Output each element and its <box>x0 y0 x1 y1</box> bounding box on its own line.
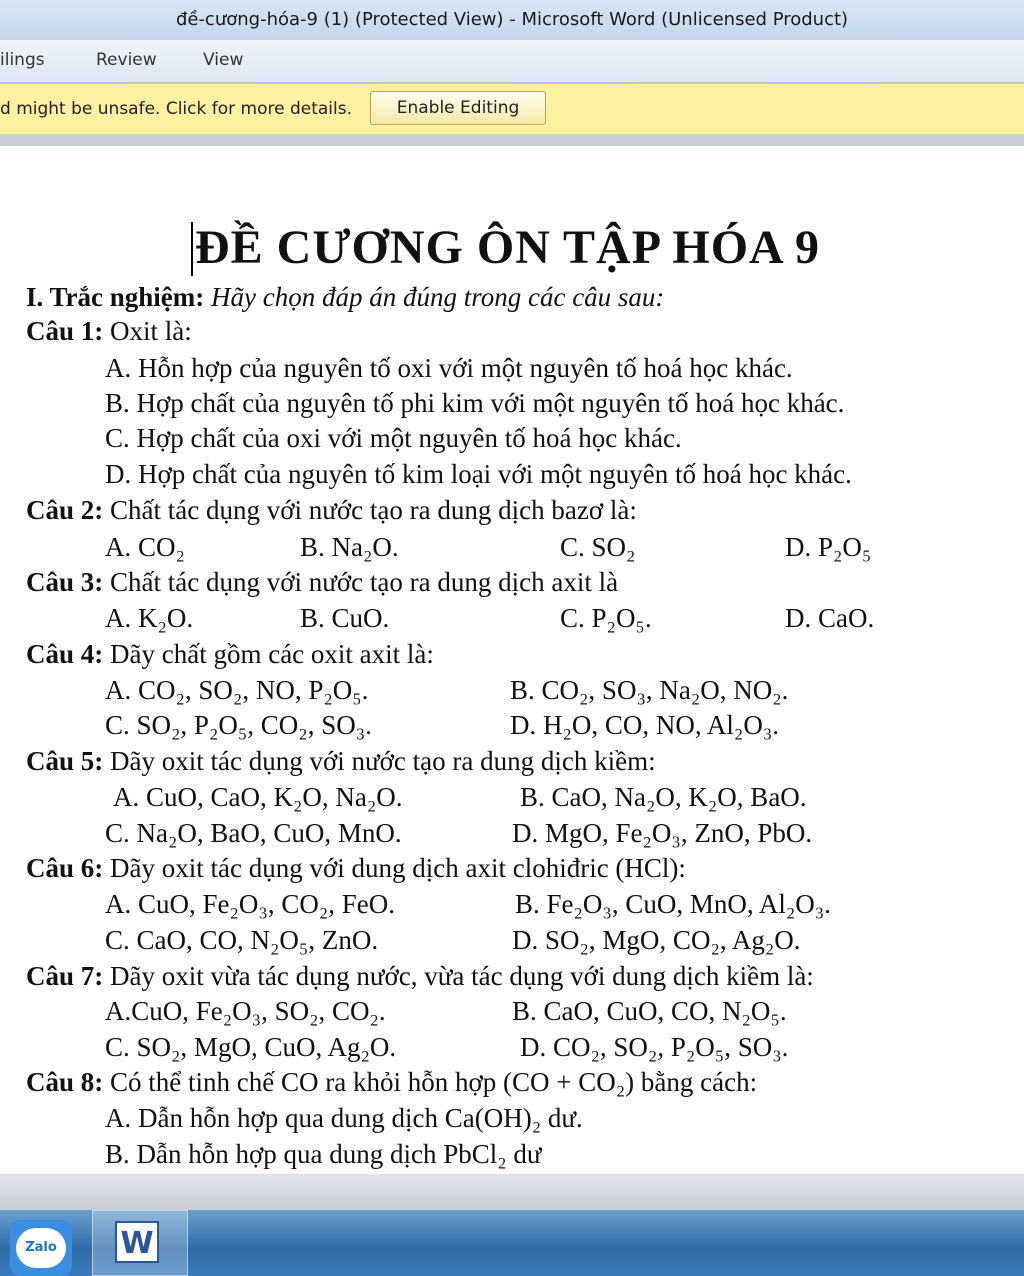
q8-option-b: B. Dẫn hỗn hợp qua dung dịch PbCl₂ dư <box>105 1139 542 1169</box>
question-text: Dãy chất gồm các oxit axit là: <box>103 639 434 669</box>
question-label: Câu 8: <box>26 1067 104 1097</box>
text-cursor <box>191 222 193 276</box>
q3-option-d: D. CaO. <box>785 603 875 633</box>
word-icon: W <box>115 1221 159 1263</box>
q2-option-a: A. CO₂ <box>105 532 185 562</box>
protected-view-message[interactable]: d might be unsafe. Click for more details. <box>0 99 353 119</box>
q1-option-a: A. Hỗn hợp của nguyên tố oxi với một nguyên tố hoá học khác. <box>105 353 793 383</box>
q6-option-d: D. SO₂, MgO, CO₂, Ag₂O. <box>512 925 801 955</box>
q8-option-a: A. Dẫn hỗn hợp qua dung dịch Ca(OH)₂ dư. <box>105 1103 583 1133</box>
q2-option-d: D. P₂O₅ <box>785 532 872 562</box>
q6-option-b: B. Fe₂O₃, CuO, MnO, Al₂O₃. <box>515 889 831 919</box>
question-label: Câu 1: <box>26 316 104 346</box>
windows-taskbar <box>0 1210 1024 1276</box>
q5-option-c: C. Na₂O, BaO, CuO, MnO. <box>105 818 402 848</box>
q3-option-a: A. K₂O. <box>105 603 194 633</box>
enable-editing-button[interactable]: Enable Editing <box>370 91 546 125</box>
window-title: đề-cương-hóa-9 (1) (Protected View) - Microsoft Word (Unlicensed Product) <box>0 0 1024 40</box>
q7-option-b: B. CaO, CuO, CO, N₂O₅. <box>512 996 787 1026</box>
question-6 <box>26 853 686 884</box>
q1-option-b: B. Hợp chất của nguyên tố phi kim với một nguyên tố hoá học khác. <box>105 388 845 418</box>
question-text: Có thể tinh chế CO ra khỏi hỗn hợp (CO + CO₂) bằng cách: <box>103 1067 758 1097</box>
status-gap <box>0 1174 1024 1210</box>
q7-option-a: A.CuO, Fe₂O₃, SO₂, CO₂. <box>105 996 386 1026</box>
tab-view[interactable]: View <box>203 50 244 70</box>
q4-option-b: B. CO₂, SO₃, Na₂O, NO₂. <box>510 675 789 705</box>
q1-option-d: D. Hợp chất của nguyên tố kim loại với một nguyên tố hoá học khác. <box>105 459 852 489</box>
document-title: ĐỀ CƯƠNG ÔN TẬP HÓA 9 <box>195 221 821 274</box>
section-instruction: Hãy chọn đáp án đúng trong các câu sau: <box>211 282 665 312</box>
question-label: Câu 7: <box>26 961 104 991</box>
document-page[interactable] <box>0 146 1024 1174</box>
question-text: Oxit là: <box>103 316 192 346</box>
question-text: Dãy oxit vừa tác dụng nước, vừa tác dụng với dung dịch kiềm là: <box>103 961 814 991</box>
q4-option-d: D. H₂O, CO, NO, Al₂O₃. <box>510 710 779 740</box>
question-label: Câu 2: <box>26 495 104 525</box>
question-7 <box>26 961 814 992</box>
q4-option-c: C. SO₂, P₂O₅, CO₂, SO₃. <box>105 710 372 740</box>
question-label: Câu 6: <box>26 853 104 883</box>
q5-option-a: A. CuO, CaO, K₂O, Na₂O. <box>113 782 403 812</box>
q3-option-b: B. CuO. <box>300 603 390 633</box>
q6-option-c: C. CaO, CO, N₂O₅, ZnO. <box>105 925 379 955</box>
zalo-icon: Zalo <box>16 1228 66 1268</box>
ribbon-tabs <box>0 40 1024 83</box>
question-3 <box>26 567 618 598</box>
question-4 <box>26 639 434 670</box>
q5-option-b: B. CaO, Na₂O, K₂O, BaO. <box>520 782 807 812</box>
q5-option-d: D. MgO, Fe₂O₃, ZnO, PbO. <box>512 818 813 848</box>
tab-mailings[interactable]: ilings <box>0 50 45 70</box>
protected-view-bar <box>0 83 1024 135</box>
question-2 <box>26 495 637 526</box>
zalo-taskbar-button[interactable] <box>10 1220 72 1276</box>
q7-option-d: D. CO₂, SO₂, P₂O₅, SO₃. <box>520 1032 789 1062</box>
question-8 <box>26 1067 757 1098</box>
q1-option-c: C. Hợp chất của oxi với một nguyên tố hoá học khác. <box>105 423 682 453</box>
q4-option-a: A. CO₂, SO₂, NO, P₂O₅. <box>105 675 369 705</box>
tab-review[interactable]: Review <box>96 50 157 70</box>
q7-option-c: C. SO₂, MgO, CuO, Ag₂O. <box>105 1032 397 1062</box>
q2-option-c: C. SO₂ <box>560 532 636 562</box>
q6-option-a: A. CuO, Fe₂O₃, CO₂, FeO. <box>105 889 395 919</box>
q2-option-b: B. Na₂O. <box>300 532 399 562</box>
ruler-gap <box>0 134 1024 146</box>
question-label: Câu 3: <box>26 567 104 597</box>
question-text: Dãy oxit tác dụng với dung dịch axit clohiđric (HCl): <box>103 853 686 883</box>
word-taskbar-button[interactable] <box>92 1210 188 1276</box>
q3-option-c: C. P₂O₅. <box>560 603 652 633</box>
question-5 <box>26 746 656 777</box>
question-text: Chất tác dụng với nước tạo ra dung dịch bazơ là: <box>103 495 637 525</box>
section-heading: I. Trắc nghiệm: <box>26 282 205 312</box>
question-1 <box>26 316 192 347</box>
question-text: Dãy oxit tác dụng với nước tạo ra dung dịch kiềm: <box>103 746 656 776</box>
question-label: Câu 5: <box>26 746 104 776</box>
question-text: Chất tác dụng với nước tạo ra dung dịch axit là <box>103 567 619 597</box>
question-label: Câu 4: <box>26 639 104 669</box>
section-heading-line <box>26 282 664 313</box>
